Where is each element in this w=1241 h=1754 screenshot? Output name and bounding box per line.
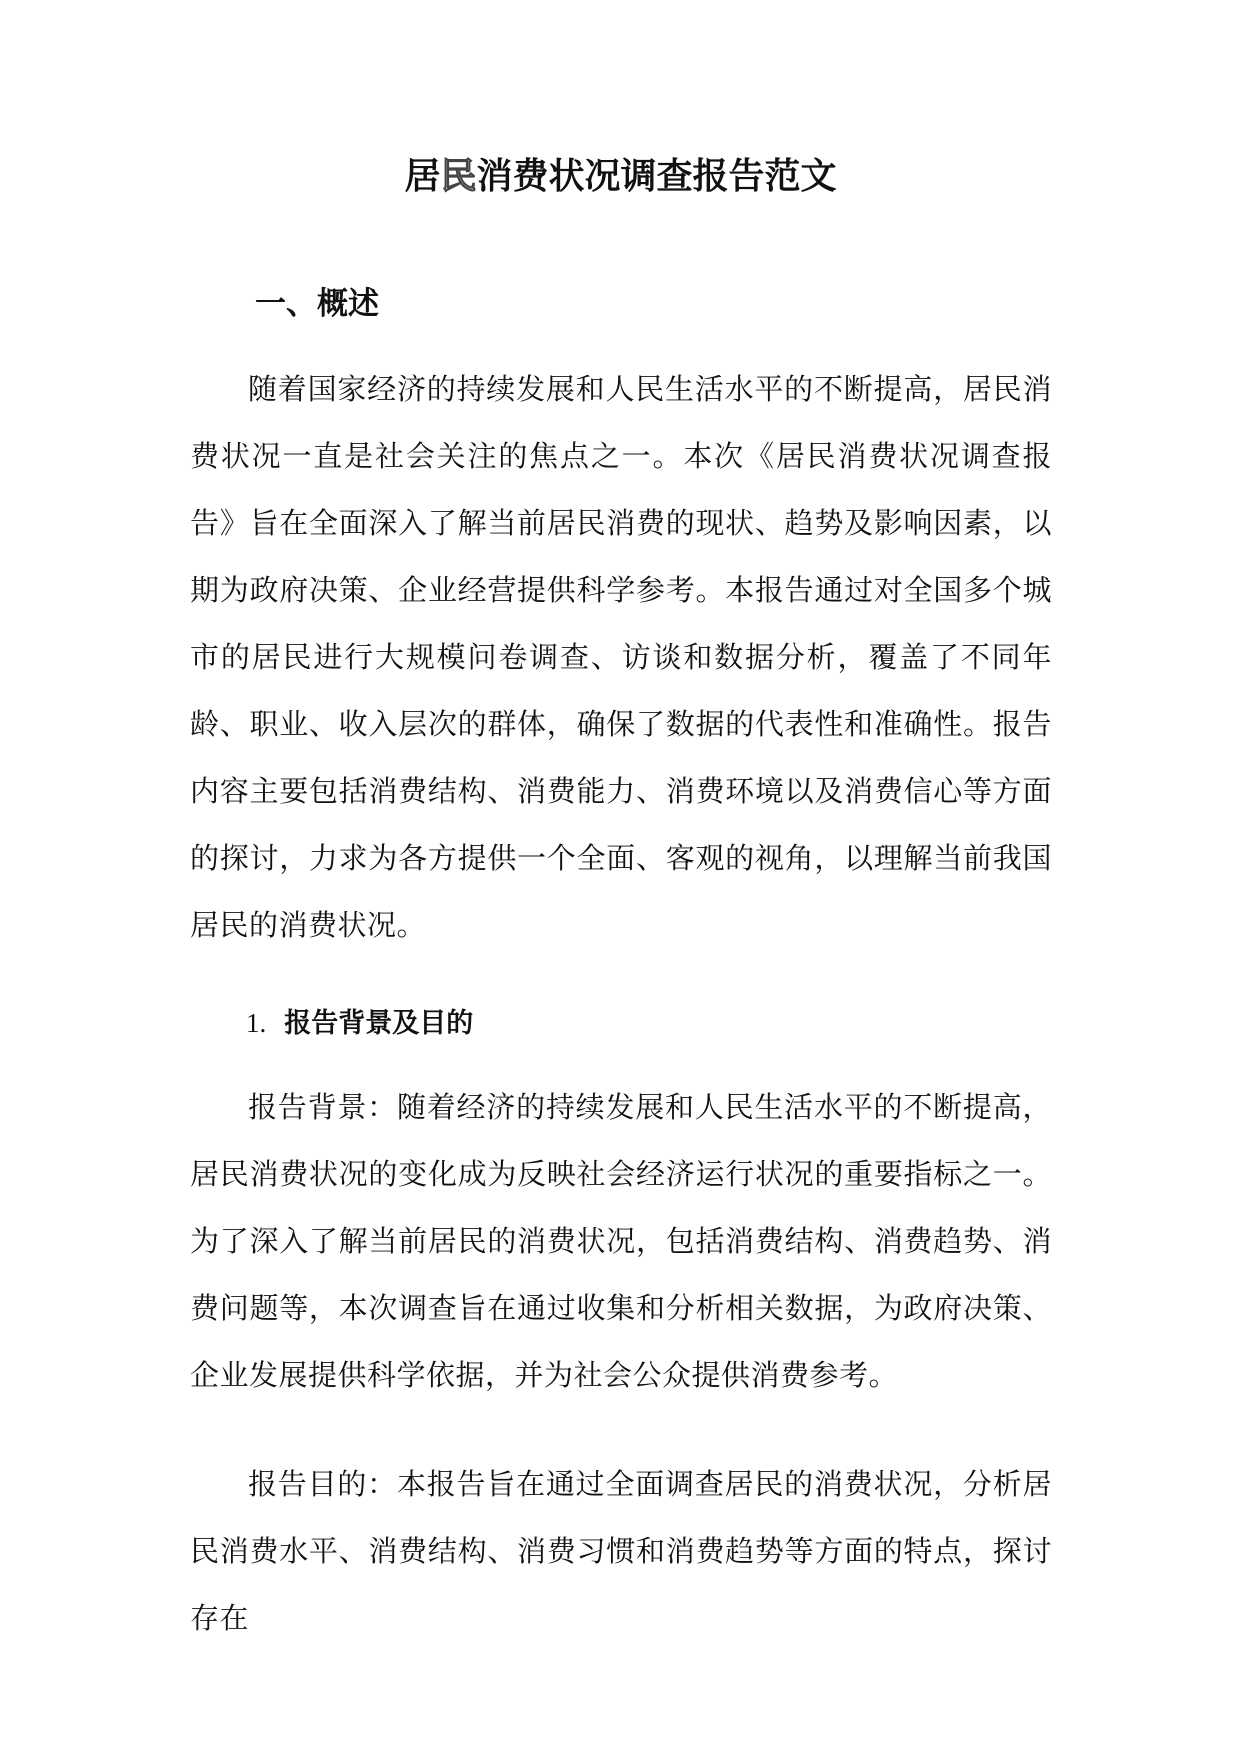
- subsection-heading-background: [246, 1003, 473, 1044]
- document-title-prefix: 居: [404, 155, 441, 197]
- document-title-highlight: 民: [440, 155, 477, 197]
- subsection-heading-text: 报告背景及目的: [284, 1008, 474, 1039]
- document-title: [0, 152, 1241, 200]
- background-paragraph: 报告背景：随着经济的持续发展和人民生活水平的不断提高，居民消费状况的变化成为反映社会经济运行状况的重要指标之一。为了深入了解当前居民的消费状况，包括消费结构、消费趋势、消费问题等，本次调查旨在通过收集和分析相关数据，为政府决策、企业发展提供科学依据，并为社会公众提供消费参考。: [190, 1090, 1052, 1392]
- purpose-paragraph: 报告目的：本报告旨在通过全面调查居民的消费状况，分析居民消费水平、消费结构、消费习惯和消费趋势等方面的特点，探讨存在: [190, 1467, 1052, 1635]
- document-title-suffix: 消费状况调查报告范文: [476, 155, 837, 197]
- subsection-number: 1.: [246, 1008, 267, 1038]
- overview-paragraph: 随着国家经济的持续发展和人民生活水平的不断提高，居民消费状况一直是社会关注的焦点之一。本次《居民消费状况调查报告》旨在全面深入了解当前居民消费的现状、趋势及影响因素，以期为政府决策、企业经营提供科学参考。本报告通过对全国多个城市的居民进行大规模问卷调查、访谈和数据分析，覆盖了不同年龄、职业、收入层次的群体，确保了数据的代表性和准确性。报告内容主要包括消费结构、消费能力、消费环境以及消费信心等方面的探讨，力求为各方提供一个全面、客观的视角，以理解当前我国居民的消费状况。: [190, 372, 1052, 942]
- section-heading-overview: 一、概述: [255, 286, 379, 322]
